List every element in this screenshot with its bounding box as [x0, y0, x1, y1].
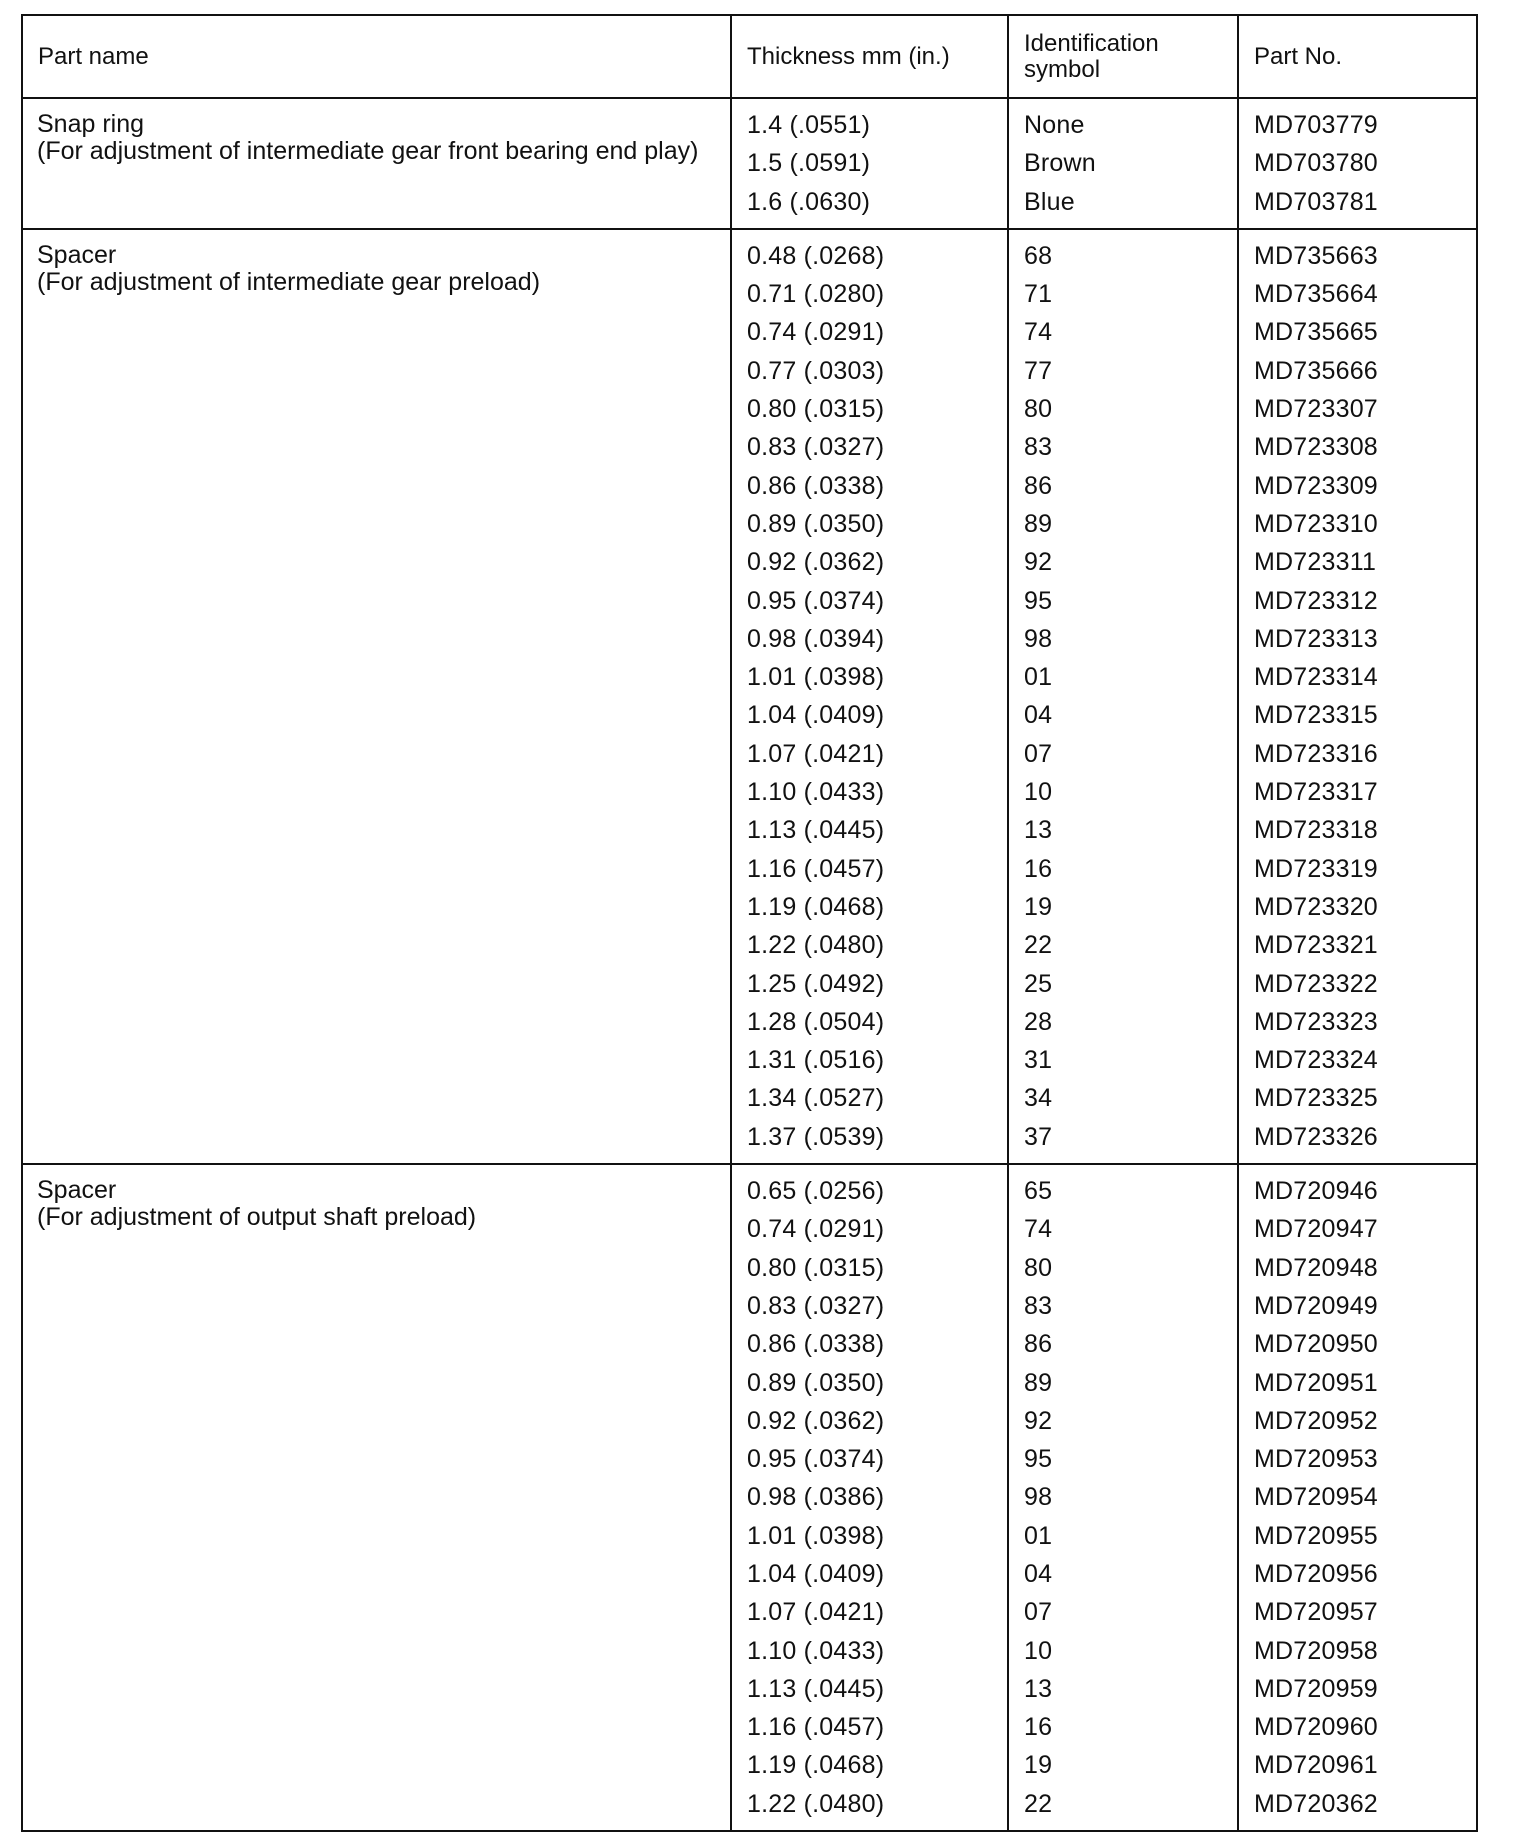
thickness-value: 0.48 (.0268) [747, 241, 885, 270]
thickness-value: 1.34 (.0527) [747, 1084, 885, 1113]
part-no-value: MD723314 [1254, 663, 1378, 692]
symbol-value: 89 [1024, 509, 1053, 538]
part-no-value: MD720951 [1254, 1368, 1378, 1397]
symbol-value: 13 [1024, 1674, 1053, 1703]
thickness-value: 0.74 (.0291) [747, 1215, 885, 1244]
thickness-value: 0.74 (.0291) [747, 318, 885, 347]
symbol-value: 01 [1024, 663, 1053, 692]
header-identification-symbol: Identification symbol [1008, 15, 1238, 98]
part-no-value: MD723309 [1254, 471, 1378, 500]
part-no-value: MD703779 [1254, 111, 1378, 139]
thickness-value: 0.86 (.0338) [747, 471, 885, 500]
thickness-value: 0.83 (.0327) [747, 433, 885, 462]
thickness-value: 1.01 (.0398) [747, 1521, 885, 1550]
part-no-value: MD723325 [1254, 1084, 1378, 1113]
part-no-value: MD723315 [1254, 701, 1378, 730]
part-no-value: MD723310 [1254, 509, 1378, 538]
symbol-value: 98 [1024, 1483, 1053, 1512]
thickness-value: 1.4 (.0551) [747, 111, 871, 139]
thickness-value: 1.13 (.0445) [747, 1674, 885, 1703]
symbol-value: 71 [1024, 280, 1053, 309]
part-no-value: MD723308 [1254, 433, 1378, 462]
part-no-value: MD720947 [1254, 1215, 1378, 1244]
symbol-value: 07 [1024, 739, 1053, 768]
thickness-value: 1.13 (.0445) [747, 816, 885, 845]
part-no-value: MD720946 [1254, 1177, 1378, 1206]
symbol-value: 22 [1024, 1789, 1053, 1818]
part-no-value: MD735665 [1254, 318, 1378, 347]
table-row [22, 1164, 1477, 1831]
thickness-value: 1.16 (.0457) [747, 854, 885, 883]
part-no-value: MD735666 [1254, 356, 1378, 385]
part-no-value: MD723317 [1254, 778, 1378, 807]
thickness-value: 1.07 (.0421) [747, 1598, 885, 1627]
symbol-value: Brown [1024, 149, 1096, 178]
part-no-value: MD720362 [1254, 1789, 1378, 1818]
part-name: Spacer [37, 240, 117, 269]
symbol-value: 80 [1024, 1253, 1053, 1282]
part-cell [22, 229, 731, 1164]
parts-table [21, 14, 1478, 1832]
symbol-value: 83 [1024, 1291, 1053, 1320]
thickness-value: 1.04 (.0409) [747, 1559, 885, 1588]
group-spacer-intermediate-gear [22, 229, 1477, 1164]
symbol-value: 86 [1024, 471, 1053, 500]
thickness-value: 1.01 (.0398) [747, 663, 885, 692]
symbol-value: 34 [1024, 1084, 1053, 1113]
symbol-value: 16 [1024, 854, 1053, 883]
symbol-value: 10 [1024, 1636, 1053, 1665]
part-no-value: MD720960 [1254, 1713, 1378, 1742]
thickness-value: 0.65 (.0256) [747, 1177, 885, 1206]
part-no-value: MD720954 [1254, 1483, 1378, 1512]
thickness-value: 1.10 (.0433) [747, 778, 885, 807]
symbol-value: 04 [1024, 1559, 1053, 1588]
thickness-value: 0.80 (.0315) [747, 395, 885, 424]
part-no-value: MD723320 [1254, 892, 1378, 921]
symbol-value: 13 [1024, 816, 1053, 845]
thickness-value: 1.04 (.0409) [747, 701, 885, 730]
thickness-value: 0.89 (.0350) [747, 509, 885, 538]
thickness-list [731, 98, 1008, 229]
part-note: (For adjustment of intermediate gear preload) [37, 267, 541, 296]
part-no-value: MD703781 [1254, 187, 1378, 216]
symbol-value: 98 [1024, 624, 1053, 653]
part-name: Snap ring [37, 110, 145, 138]
part-note: (For adjustment of intermediate gear front bearing end play) [37, 137, 699, 165]
table-header [22, 15, 1477, 98]
thickness-list [731, 229, 1008, 1164]
thickness-value: 1.6 (.0630) [747, 187, 871, 216]
part-no-value: MD723313 [1254, 624, 1378, 653]
symbol-value: 19 [1024, 892, 1053, 921]
part-no-list [1238, 1164, 1477, 1831]
thickness-value: 0.98 (.0386) [747, 1483, 885, 1512]
part-no-value: MD720959 [1254, 1674, 1378, 1703]
part-no-value: MD723311 [1254, 548, 1377, 577]
thickness-value: 0.77 (.0303) [747, 356, 885, 385]
part-no-value: MD723312 [1254, 586, 1378, 615]
part-no-value: MD720957 [1254, 1598, 1378, 1627]
thickness-value: 0.95 (.0374) [747, 586, 885, 615]
thickness-value: 1.31 (.0516) [747, 1046, 885, 1075]
symbol-value: 16 [1024, 1713, 1053, 1742]
thickness-value: 0.80 (.0315) [747, 1253, 885, 1282]
part-no-value: MD720949 [1254, 1291, 1378, 1320]
thickness-list [731, 1164, 1008, 1831]
thickness-value: 1.07 (.0421) [747, 739, 885, 768]
symbol-value: 89 [1024, 1368, 1053, 1397]
symbol-value: 74 [1024, 318, 1053, 347]
part-no-value: MD720948 [1254, 1253, 1378, 1282]
part-no-value: MD735663 [1254, 241, 1378, 270]
part-no-list [1238, 229, 1477, 1164]
symbol-value: None [1024, 111, 1085, 139]
part-note: (For adjustment of output shaft preload) [37, 1203, 477, 1232]
symbol-value: Blue [1024, 187, 1075, 216]
table-row [22, 229, 1477, 1164]
part-no-value: MD723318 [1254, 816, 1378, 845]
part-no-list [1238, 98, 1477, 229]
part-no-value: MD723322 [1254, 969, 1378, 998]
symbol-value: 22 [1024, 931, 1053, 960]
thickness-value: 1.25 (.0492) [747, 969, 885, 998]
symbol-value: 04 [1024, 701, 1053, 730]
symbol-value: 25 [1024, 969, 1053, 998]
part-no-value: MD723316 [1254, 739, 1378, 768]
symbol-value: 74 [1024, 1215, 1053, 1244]
part-cell [22, 1164, 731, 1831]
symbol-value: 07 [1024, 1598, 1053, 1627]
thickness-value: 0.89 (.0350) [747, 1368, 885, 1397]
symbol-value: 92 [1024, 1406, 1053, 1435]
symbol-value: 77 [1024, 356, 1053, 385]
symbol-value: 95 [1024, 1445, 1053, 1474]
thickness-value: 0.98 (.0394) [747, 624, 885, 653]
thickness-value: 1.22 (.0480) [747, 1789, 885, 1818]
part-no-value: MD723323 [1254, 1007, 1378, 1036]
thickness-value: 1.10 (.0433) [747, 1636, 885, 1665]
table-row [22, 98, 1477, 229]
symbol-value: 37 [1024, 1122, 1053, 1151]
part-no-value: MD723324 [1254, 1046, 1378, 1075]
thickness-value: 0.92 (.0362) [747, 548, 885, 577]
thickness-value: 1.16 (.0457) [747, 1713, 885, 1742]
thickness-value: 0.92 (.0362) [747, 1406, 885, 1435]
symbol-list [1008, 229, 1238, 1164]
thickness-value: 0.86 (.0338) [747, 1330, 885, 1359]
thickness-value: 1.19 (.0468) [747, 892, 885, 921]
part-cell [22, 98, 731, 229]
symbol-value: 65 [1024, 1177, 1053, 1206]
symbol-value: 92 [1024, 548, 1053, 577]
symbol-value: 31 [1024, 1046, 1053, 1075]
part-no-value: MD723307 [1254, 395, 1378, 424]
thickness-value: 0.71 (.0280) [747, 280, 885, 309]
part-no-value: MD720956 [1254, 1559, 1378, 1588]
symbol-list [1008, 1164, 1238, 1831]
part-no-value: MD703780 [1254, 149, 1378, 178]
part-no-value: MD720961 [1254, 1751, 1378, 1780]
thickness-value: 1.19 (.0468) [747, 1751, 885, 1780]
symbol-value: 28 [1024, 1007, 1053, 1036]
symbol-value: 83 [1024, 433, 1053, 462]
part-no-value: MD723321 [1254, 931, 1378, 960]
symbol-value: 10 [1024, 778, 1053, 807]
thickness-value: 0.83 (.0327) [747, 1291, 885, 1320]
part-no-value: MD720955 [1254, 1521, 1378, 1550]
thickness-value: 1.22 (.0480) [747, 931, 885, 960]
part-no-value: MD735664 [1254, 280, 1378, 309]
symbol-value: 01 [1024, 1521, 1053, 1550]
header-row [22, 15, 1477, 98]
thickness-value: 1.37 (.0539) [747, 1122, 885, 1151]
part-no-value: MD720950 [1254, 1330, 1378, 1359]
header-part-no: Part No. [1238, 15, 1477, 98]
header-part-name: Part name [22, 15, 731, 98]
part-no-value: MD723326 [1254, 1122, 1378, 1151]
part-no-value: MD720958 [1254, 1636, 1378, 1665]
part-no-value: MD723319 [1254, 854, 1378, 883]
part-no-value: MD720953 [1254, 1445, 1378, 1474]
symbol-value: 80 [1024, 395, 1053, 424]
thickness-value: 0.95 (.0374) [747, 1445, 885, 1474]
thickness-value: 1.5 (.0591) [747, 149, 871, 178]
symbol-value: 19 [1024, 1751, 1053, 1780]
group-snap-ring [22, 98, 1477, 229]
group-spacer-output-shaft [22, 1164, 1477, 1831]
symbol-value: 95 [1024, 586, 1053, 615]
symbol-value: 68 [1024, 241, 1053, 270]
part-name: Spacer [37, 1176, 117, 1205]
symbol-value: 86 [1024, 1330, 1053, 1359]
thickness-value: 1.28 (.0504) [747, 1007, 885, 1036]
header-thickness: Thickness mm (in.) [731, 15, 1008, 98]
symbol-list [1008, 98, 1238, 229]
part-no-value: MD720952 [1254, 1406, 1378, 1435]
